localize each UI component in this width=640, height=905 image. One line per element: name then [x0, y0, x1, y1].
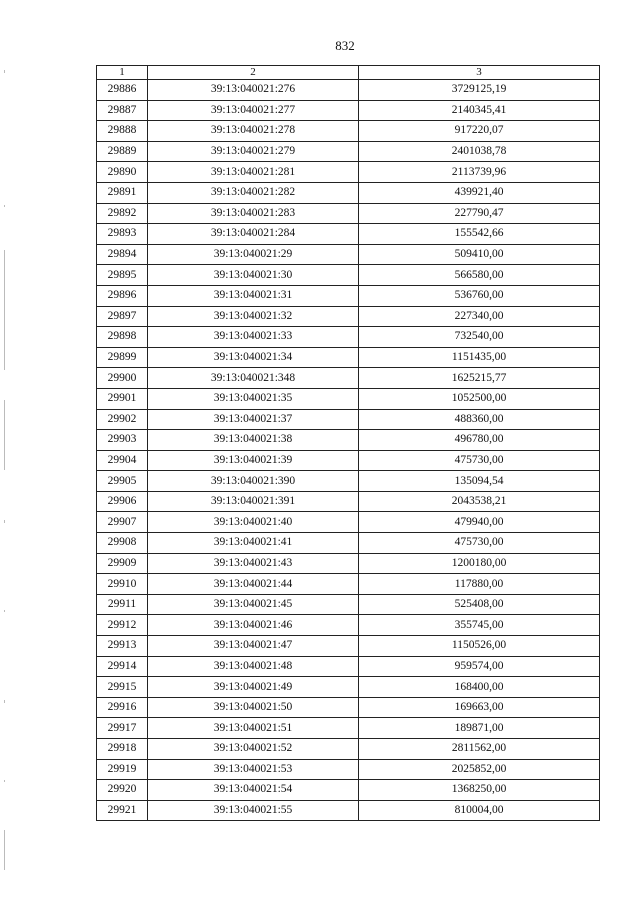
cadastral-number-cell: 39:13:040021:278 — [148, 121, 359, 142]
value-cell: 509410,00 — [359, 244, 600, 265]
value-cell: 732540,00 — [359, 327, 600, 348]
value-cell: 355745,00 — [359, 615, 600, 636]
table-row — [97, 368, 600, 389]
row-number-cell: 29892 — [97, 203, 148, 224]
row-number-cell: 29911 — [97, 594, 148, 615]
value-cell: 479940,00 — [359, 512, 600, 533]
row-number-cell: 29920 — [97, 780, 148, 801]
value-cell: 2043538,21 — [359, 491, 600, 512]
row-number-cell: 29888 — [97, 121, 148, 142]
value-cell: 2025852,00 — [359, 759, 600, 780]
cadastral-number-cell: 39:13:040021:52 — [148, 739, 359, 760]
scan-edge-marks — [0, 0, 10, 905]
row-number-cell: 29901 — [97, 388, 148, 409]
value-cell: 810004,00 — [359, 800, 600, 821]
row-number-cell: 29907 — [97, 512, 148, 533]
row-number-cell: 29895 — [97, 265, 148, 286]
row-number-cell: 29910 — [97, 574, 148, 595]
cadastral-number-cell: 39:13:040021:51 — [148, 718, 359, 739]
cadastral-number-cell: 39:13:040021:277 — [148, 100, 359, 121]
value-cell: 2401038,78 — [359, 141, 600, 162]
value-cell: 475730,00 — [359, 450, 600, 471]
row-number-cell: 29898 — [97, 327, 148, 348]
table-header-row — [97, 66, 600, 80]
row-number-cell: 29908 — [97, 533, 148, 554]
cadastral-number-cell: 39:13:040021:31 — [148, 285, 359, 306]
value-cell: 155542,66 — [359, 224, 600, 245]
value-cell: 475730,00 — [359, 533, 600, 554]
table-row — [97, 409, 600, 430]
column-header-1: 1 — [97, 66, 148, 80]
value-cell: 2140345,41 — [359, 100, 600, 121]
cadastral-number-cell: 39:13:040021:35 — [148, 388, 359, 409]
value-cell: 168400,00 — [359, 677, 600, 698]
value-cell: 917220,07 — [359, 121, 600, 142]
table-row — [97, 759, 600, 780]
row-number-cell: 29912 — [97, 615, 148, 636]
value-cell: 566580,00 — [359, 265, 600, 286]
value-cell: 525408,00 — [359, 594, 600, 615]
table-row — [97, 800, 600, 821]
value-cell: 117880,00 — [359, 574, 600, 595]
table-row — [97, 533, 600, 554]
cadastral-number-cell: 39:13:040021:40 — [148, 512, 359, 533]
row-number-cell: 29913 — [97, 636, 148, 657]
row-number-cell: 29900 — [97, 368, 148, 389]
row-number-cell: 29886 — [97, 80, 148, 101]
table-row — [97, 636, 600, 657]
value-cell: 2811562,00 — [359, 739, 600, 760]
value-cell: 2113739,96 — [359, 162, 600, 183]
table-row — [97, 594, 600, 615]
row-number-cell: 29896 — [97, 285, 148, 306]
table-row — [97, 182, 600, 203]
cadastral-number-cell: 39:13:040021:348 — [148, 368, 359, 389]
cadastral-number-cell: 39:13:040021:54 — [148, 780, 359, 801]
row-number-cell: 29891 — [97, 182, 148, 203]
row-number-cell: 29893 — [97, 224, 148, 245]
row-number-cell: 29918 — [97, 739, 148, 760]
table-row — [97, 718, 600, 739]
table-row — [97, 450, 600, 471]
cadastral-number-cell: 39:13:040021:49 — [148, 677, 359, 698]
registry-table — [96, 65, 600, 821]
value-cell: 189871,00 — [359, 718, 600, 739]
table-row — [97, 677, 600, 698]
table-row — [97, 574, 600, 595]
value-cell: 227340,00 — [359, 306, 600, 327]
table-body — [97, 80, 600, 821]
table-row — [97, 141, 600, 162]
value-cell: 1368250,00 — [359, 780, 600, 801]
cadastral-number-cell: 39:13:040021:55 — [148, 800, 359, 821]
cadastral-number-cell: 39:13:040021:32 — [148, 306, 359, 327]
cadastral-number-cell: 39:13:040021:281 — [148, 162, 359, 183]
table-row — [97, 224, 600, 245]
page-number: 832 — [335, 38, 355, 53]
cadastral-number-cell: 39:13:040021:391 — [148, 491, 359, 512]
cadastral-number-cell: 39:13:040021:29 — [148, 244, 359, 265]
value-cell: 488360,00 — [359, 409, 600, 430]
row-number-cell: 29899 — [97, 347, 148, 368]
value-cell: 227790,47 — [359, 203, 600, 224]
table-row — [97, 203, 600, 224]
row-number-cell: 29897 — [97, 306, 148, 327]
table-row — [97, 306, 600, 327]
column-header-2: 2 — [148, 66, 359, 80]
cadastral-number-cell: 39:13:040021:30 — [148, 265, 359, 286]
row-number-cell: 29905 — [97, 471, 148, 492]
cadastral-number-cell: 39:13:040021:276 — [148, 80, 359, 101]
table-row — [97, 491, 600, 512]
row-number-cell: 29887 — [97, 100, 148, 121]
table-row — [97, 615, 600, 636]
cadastral-number-cell: 39:13:040021:47 — [148, 636, 359, 657]
row-number-cell: 29903 — [97, 430, 148, 451]
value-cell: 169663,00 — [359, 697, 600, 718]
table-row — [97, 100, 600, 121]
table-row — [97, 780, 600, 801]
row-number-cell: 29906 — [97, 491, 148, 512]
cadastral-number-cell: 39:13:040021:282 — [148, 182, 359, 203]
table-row — [97, 430, 600, 451]
cadastral-number-cell: 39:13:040021:45 — [148, 594, 359, 615]
value-cell: 959574,00 — [359, 656, 600, 677]
row-number-cell: 29921 — [97, 800, 148, 821]
row-number-cell: 29919 — [97, 759, 148, 780]
table-row — [97, 162, 600, 183]
cadastral-number-cell: 39:13:040021:44 — [148, 574, 359, 595]
row-number-cell: 29890 — [97, 162, 148, 183]
cadastral-number-cell: 39:13:040021:43 — [148, 553, 359, 574]
table-row — [97, 388, 600, 409]
cadastral-number-cell: 39:13:040021:50 — [148, 697, 359, 718]
cadastral-number-cell: 39:13:040021:46 — [148, 615, 359, 636]
value-cell: 1625215,77 — [359, 368, 600, 389]
cadastral-number-cell: 39:13:040021:34 — [148, 347, 359, 368]
value-cell: 3729125,19 — [359, 80, 600, 101]
cadastral-number-cell: 39:13:040021:390 — [148, 471, 359, 492]
cadastral-number-cell: 39:13:040021:283 — [148, 203, 359, 224]
column-header-3: 3 — [359, 66, 600, 80]
row-number-cell: 29902 — [97, 409, 148, 430]
cadastral-number-cell: 39:13:040021:41 — [148, 533, 359, 554]
value-cell: 1052500,00 — [359, 388, 600, 409]
row-number-cell: 29914 — [97, 656, 148, 677]
row-number-cell: 29916 — [97, 697, 148, 718]
table-row — [97, 244, 600, 265]
table-row — [97, 327, 600, 348]
cadastral-number-cell: 39:13:040021:53 — [148, 759, 359, 780]
cadastral-number-cell: 39:13:040021:48 — [148, 656, 359, 677]
table-row — [97, 739, 600, 760]
row-number-cell: 29889 — [97, 141, 148, 162]
cadastral-number-cell: 39:13:040021:279 — [148, 141, 359, 162]
value-cell: 1151435,00 — [359, 347, 600, 368]
table-row — [97, 80, 600, 101]
value-cell: 1200180,00 — [359, 553, 600, 574]
table-row — [97, 512, 600, 533]
table-row — [97, 656, 600, 677]
cadastral-number-cell: 39:13:040021:39 — [148, 450, 359, 471]
table-row — [97, 347, 600, 368]
cadastral-number-cell: 39:13:040021:37 — [148, 409, 359, 430]
row-number-cell: 29894 — [97, 244, 148, 265]
table-row — [97, 553, 600, 574]
value-cell: 536760,00 — [359, 285, 600, 306]
value-cell: 135094,54 — [359, 471, 600, 492]
value-cell: 439921,40 — [359, 182, 600, 203]
value-cell: 1150526,00 — [359, 636, 600, 657]
row-number-cell: 29909 — [97, 553, 148, 574]
table-row — [97, 285, 600, 306]
cadastral-number-cell: 39:13:040021:38 — [148, 430, 359, 451]
row-number-cell: 29915 — [97, 677, 148, 698]
table-row — [97, 697, 600, 718]
table-row — [97, 471, 600, 492]
table-row — [97, 121, 600, 142]
row-number-cell: 29904 — [97, 450, 148, 471]
cadastral-number-cell: 39:13:040021:284 — [148, 224, 359, 245]
value-cell: 496780,00 — [359, 430, 600, 451]
row-number-cell: 29917 — [97, 718, 148, 739]
cadastral-number-cell: 39:13:040021:33 — [148, 327, 359, 348]
table-row — [97, 265, 600, 286]
